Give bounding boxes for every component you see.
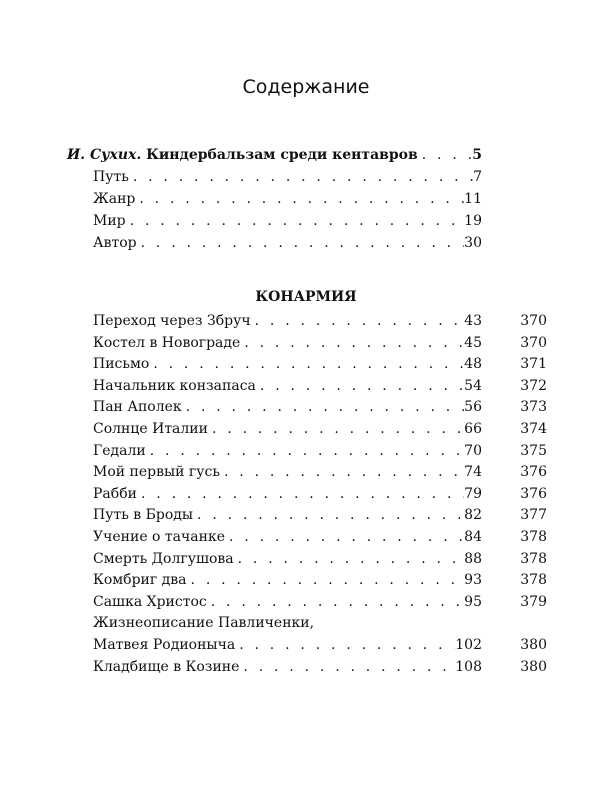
notes-page-number: 378 (520, 529, 547, 545)
dot-leader (141, 483, 464, 505)
entry-label: Мой первый гусь (93, 464, 220, 481)
dot-leader (224, 461, 464, 483)
toc-entry (93, 440, 482, 462)
entry-label: Комбриг два (93, 572, 187, 589)
page-number: 45 (464, 334, 482, 351)
entry-label: Кладбище в Козине (93, 658, 240, 675)
notes-page-number: 376 (520, 464, 547, 481)
dot-leader (238, 548, 465, 570)
entry-label: Письмо (93, 356, 150, 373)
notes-page-number: 374 (520, 421, 547, 437)
toc-entry (93, 461, 482, 483)
page-number: 56 (464, 399, 482, 416)
page-number: 95 (464, 593, 482, 610)
page-number: 82 (464, 507, 482, 524)
page-number: 74 (464, 464, 482, 481)
toc-entry (93, 353, 482, 375)
dot-leader (260, 375, 464, 397)
toc-entry (93, 504, 482, 526)
entry-label: Матвея Родионыча (93, 637, 236, 653)
page-number: 79 (464, 485, 482, 502)
page-number: 102 (455, 637, 482, 653)
entry-label: Мир (93, 213, 126, 229)
page-number: 84 (464, 529, 482, 545)
entry-label: Путь (93, 169, 129, 185)
dot-leader (186, 396, 465, 418)
dot-leader (229, 526, 464, 548)
notes-page-number: 380 (520, 658, 547, 675)
toc-entry (93, 526, 482, 548)
notes-page-number: 380 (520, 637, 547, 653)
dot-leader (212, 418, 464, 440)
entry-label: Рабби (93, 485, 137, 502)
dot-leader (153, 353, 464, 375)
entry-label: Жанр (93, 191, 136, 207)
toc-subentry (93, 188, 482, 210)
notes-page-number: 373 (520, 399, 547, 416)
page-number: 5 (472, 147, 482, 163)
dot-leader (130, 210, 465, 232)
toc-entry (93, 483, 482, 505)
entry-label: Переход через Збруч (93, 313, 251, 329)
notes-page-number: 371 (520, 356, 547, 373)
dot-leader (211, 591, 464, 613)
page-number: 88 (464, 550, 482, 567)
toc-entry (93, 569, 482, 591)
dot-leader (243, 656, 455, 678)
toc-subentry (93, 166, 482, 188)
entry-label: Гедали (93, 442, 146, 459)
entry-label: Жизнеописание Павличенки, (93, 615, 315, 632)
notes-page-number: 375 (520, 442, 547, 459)
notes-page-number: 376 (520, 485, 547, 502)
toc-entry (93, 548, 482, 570)
dot-leader (141, 232, 465, 254)
notes-page-number: 378 (520, 572, 547, 589)
toc-entry (93, 375, 482, 397)
page-number: 30 (464, 235, 482, 251)
toc-entry-intro (67, 144, 482, 166)
page-number: 48 (464, 356, 482, 373)
toc-entry (93, 332, 482, 354)
entry-label: Учение о тачанке (93, 529, 225, 545)
dot-leader (139, 188, 464, 210)
page-number: 66 (464, 421, 482, 437)
page-title: Содержание (242, 76, 370, 98)
dot-leader (197, 504, 464, 526)
notes-page-number: 379 (520, 593, 547, 610)
dot-leader (255, 310, 465, 332)
toc-entry (93, 418, 482, 440)
dot-leader (133, 166, 473, 188)
notes-page-number: 378 (520, 550, 547, 567)
notes-page-number: 377 (520, 507, 547, 524)
toc-entry (93, 591, 482, 613)
dot-leader (150, 440, 464, 462)
intro-title: Киндербальзам среди кентавров (146, 147, 418, 163)
dot-leader (244, 332, 464, 354)
entry-label-line1 (93, 612, 482, 634)
entry-label: Начальник конзапаса (93, 377, 256, 394)
intro-author: И. Сухих. (67, 147, 142, 163)
page-number: 108 (455, 658, 482, 675)
entry-label: Сашка Христос (93, 593, 207, 610)
toc-subentry (93, 210, 482, 232)
entry-label: Автор (93, 235, 137, 251)
toc-entry (93, 310, 482, 332)
toc-subentry (93, 232, 482, 254)
page-number: 7 (473, 169, 482, 185)
page-number: 93 (464, 572, 482, 589)
entry-label: Путь в Броды (93, 507, 194, 524)
section-title: КОНАРМИЯ (255, 289, 357, 305)
toc-entry (93, 396, 482, 418)
notes-page-number: 370 (520, 313, 547, 329)
dot-leader (239, 634, 455, 656)
entry-label: Пан Аполек (93, 399, 182, 416)
page-number: 11 (464, 191, 482, 207)
entry-label: Смерть Долгушова (93, 550, 234, 567)
page-number: 43 (464, 313, 482, 329)
notes-page-number: 370 (520, 334, 547, 351)
page-number: 70 (464, 442, 482, 459)
dot-leader (191, 569, 465, 591)
page-number: 19 (464, 213, 482, 229)
entry-label: Солнце Италии (93, 421, 208, 437)
notes-page-number: 372 (520, 377, 547, 394)
dot-leader (422, 144, 473, 166)
toc-entry (93, 656, 482, 678)
page-number: 54 (464, 377, 482, 394)
toc-entry (93, 634, 482, 656)
entry-label: Костел в Новограде (93, 334, 241, 351)
